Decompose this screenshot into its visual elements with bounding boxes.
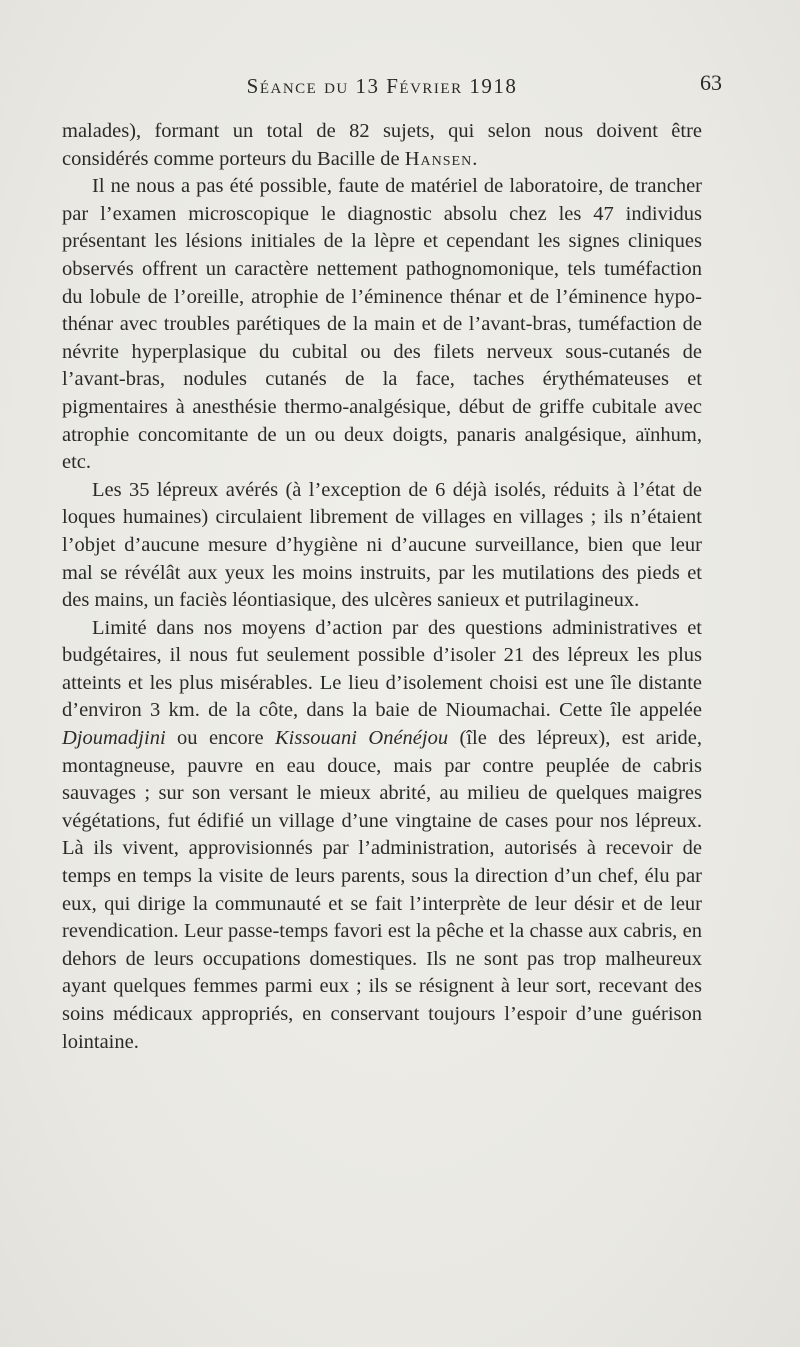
- author-name-smallcaps: Hansen: [404, 147, 473, 170]
- running-head: [62, 70, 722, 100]
- paragraph-1-end: .: [472, 147, 478, 170]
- paragraph-4-text-middle: ou encore: [165, 727, 275, 750]
- paragraph-4: [62, 615, 702, 1057]
- island-alt-name-italic: Kissouani Onénéjou: [274, 727, 449, 750]
- paragraph-4-text-start: Limité dans nos moyens d’action par des questions administratives et budgétaires, il nous fut seulement possible d’isoler 21 des lépreux les plus atteints et les plus misérables. Le lieu d’isolement choisi est une île distante d’environ 3 km. de la côte, dans la baie de Nioumachai. Cette île appelée: [62, 616, 702, 722]
- paragraph-1-text: malades), formant un total de 82 sujets, qui selon nous doivent être considérés comme porteurs du Bacille de: [62, 120, 702, 170]
- paragraph-3: Les 35 lépreux avérés (à l’exception de 6 déjà isolés, réduits à l’état de loques humaines) circulaient librement de villages en villages ; ils n’étaient l’objet d’aucune mesure d’hygiène ni d’aucune surveillance, bien que leur mal se révélât aux yeux les moins instruits, par les mutilations des pieds et des mains, un faciès léontiasique, des ulcères sanieux et putrilagineux.: [62, 478, 702, 612]
- paragraph-4-text-end: (île des lépreux), est aride, montagneuse, pauvre en eau douce, mais par contre peuplée de cabris sauvages ; sur son versant le mieux abrité, au milieu de quelques maigres végétations, fut édifié un village d’une vingtaine de cases pour nos lépreux. Là ils vivent, approvisionnés par l’administration, autorisés à recevoir de temps en temps la visite de leurs parents, sous la direction d’un chef, élu par eux, qui dirige la communauté et se fait l’interprète de leur désir et de leur revendication. Leur passe-temps favori est la pêche et la chasse aux cabris, en dehors de leurs occupations domestiques. Ils ne sont pas trop malheureux ayant quelques femmes parmi eux ; ils se résignent à leur sort, recevant des soins médicaux appropriés, en conservant toujours l’espoir d’une guérison lointaine.: [62, 727, 703, 1053]
- paragraph-1: [62, 118, 702, 173]
- body-text: [62, 118, 702, 1056]
- page-number: 63: [700, 70, 722, 95]
- running-title: Séance du 13 Février 1918: [246, 74, 518, 98]
- island-name-italic: Djoumadjini: [62, 727, 166, 750]
- paragraph-2: Il ne nous a pas été possible, faute de matériel de laboratoire, de trancher par l’examen microscopique le diagnostic absolu chez les 47 individus présentant les lésions initiales de la lèpre et cependant les signes cliniques observés offrent un caractère nettement pathognomonique, tels tuméfaction du lobule de l’oreille, atrophie de l’éminence thénar et de l’éminence hypo-thénar avec troubles parétiques de la main et de l’avant-bras, tuméfaction de névrite hyperplasique du cubital ou des filets nerveux sous-cutanés de l’avant-bras, nodules cutanés de la face, taches érythémateuses et pigmentaires à anesthésie thermo-analgésique, début de griffe cubitale avec atrophie concomitante de un ou deux doigts, panaris analgésique, aïnhum, etc.: [62, 175, 702, 474]
